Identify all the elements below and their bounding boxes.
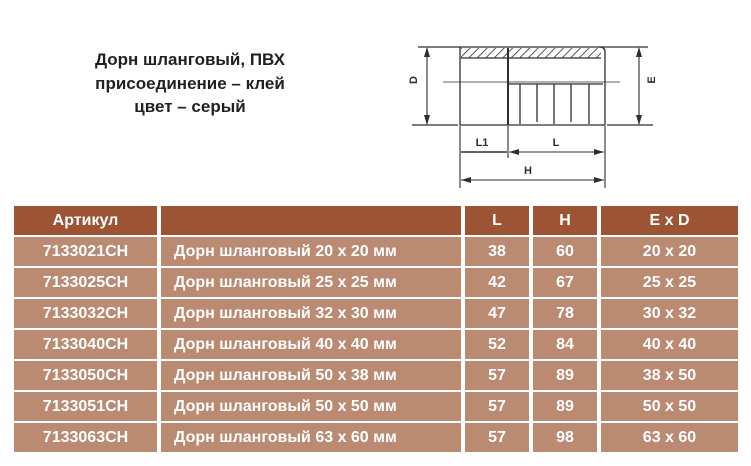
cell-l: 57 (465, 423, 529, 452)
product-title-line2: присоединение – клей (95, 73, 285, 93)
cell-exd: 20 x 20 (601, 237, 738, 266)
cell-l: 52 (465, 330, 529, 359)
fitting-outline (412, 47, 653, 125)
cell-name: Дорн шланговый 25 x 25 мм (161, 268, 461, 297)
cell-article: 7133050CH (14, 361, 157, 390)
dim-label-e: E (646, 76, 658, 84)
col-header-article: Артикул (14, 206, 157, 235)
cell-article: 7133025CH (14, 268, 157, 297)
product-title (55, 48, 325, 119)
cell-article: 7133051CH (14, 392, 157, 421)
cell-name: Дорн шланговый 20 x 20 мм (161, 237, 461, 266)
product-table (14, 206, 738, 452)
cell-name: Дорн шланговый 50 x 38 мм (161, 361, 461, 390)
cell-l: 42 (465, 268, 529, 297)
cell-h: 89 (533, 392, 597, 421)
cell-exd: 38 x 50 (601, 361, 738, 390)
dimension-labels (408, 76, 658, 177)
cell-h: 78 (533, 299, 597, 328)
cell-name: Дорн шланговый 50 x 50 мм (161, 392, 461, 421)
cell-exd: 30 x 32 (601, 299, 738, 328)
technical-drawing (400, 0, 700, 200)
cell-article: 7133021CH (14, 237, 157, 266)
col-header-l: L (465, 206, 529, 235)
cell-exd: 25 x 25 (601, 268, 738, 297)
product-title-line3: цвет – серый (134, 97, 246, 116)
dimension-lines (424, 47, 642, 188)
product-title-line1: Дорн шланговый, ПВХ (94, 50, 286, 69)
cell-l: 57 (465, 361, 529, 390)
cell-h: 98 (533, 423, 597, 452)
cell-article: 7133040CH (14, 330, 157, 359)
cell-h: 60 (533, 237, 597, 266)
dim-label-l: L (552, 137, 560, 149)
cell-article: 7133063CH (14, 423, 157, 452)
dim-label-l1: L1 (475, 137, 489, 149)
cell-l: 38 (465, 237, 529, 266)
cell-h: 84 (533, 330, 597, 359)
cell-exd: 40 x 40 (601, 330, 738, 359)
cell-exd: 63 x 60 (601, 423, 738, 452)
cell-name: Дорн шланговый 63 x 60 мм (161, 423, 461, 452)
cell-l: 57 (465, 392, 529, 421)
col-header-exd: E x D (601, 206, 738, 235)
col-header-name (161, 206, 461, 235)
cell-name: Дорн шланговый 32 x 30 мм (161, 299, 461, 328)
cell-exd: 50 x 50 (601, 392, 738, 421)
cell-l: 47 (465, 299, 529, 328)
cell-name: Дорн шланговый 40 x 40 мм (161, 330, 461, 359)
hatch-band (461, 48, 601, 58)
cell-article: 7133032CH (14, 299, 157, 328)
cell-h: 89 (533, 361, 597, 390)
dim-label-h: H (524, 165, 532, 177)
cell-h: 67 (533, 268, 597, 297)
col-header-h: H (533, 206, 597, 235)
dim-label-d: D (408, 76, 420, 84)
